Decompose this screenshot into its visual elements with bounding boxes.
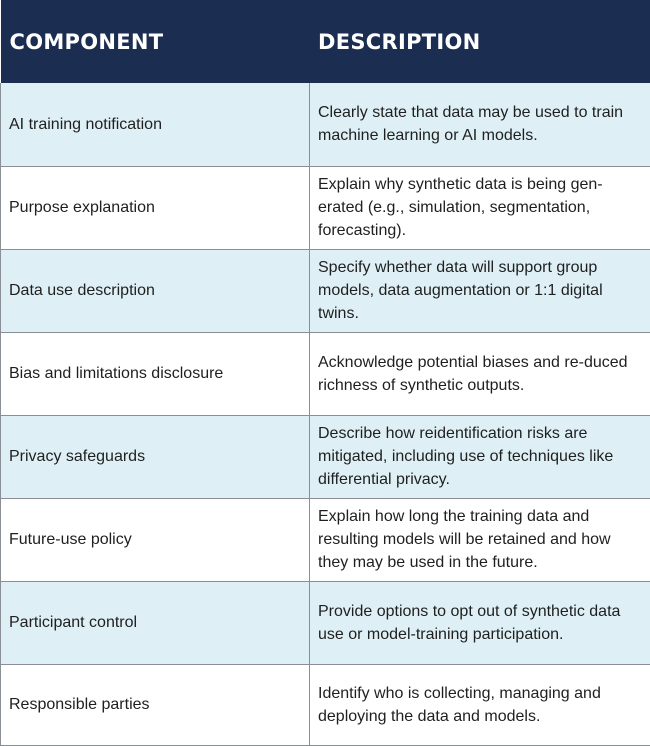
table-row	[1, 166, 650, 249]
description-cell: Specify whether data will support group models, data augmentation or 1:1 digital twins.	[310, 249, 650, 332]
column-header-description: DESCRIPTION	[310, 0, 650, 83]
table-row	[1, 498, 650, 581]
component-cell: Privacy safeguards	[1, 415, 310, 498]
description-cell: Provide options to opt out of synthetic data use or model-training participation.	[310, 581, 650, 664]
description-cell: Identify who is collecting, managing and deploying the data and models.	[310, 664, 650, 745]
description-cell: Describe how reidentification risks are mitigated, including use of techniques like differential privacy.	[310, 415, 650, 498]
component-cell: Bias and limitations disclosure	[1, 332, 310, 415]
component-cell: Participant control	[1, 581, 310, 664]
table-row	[1, 581, 650, 664]
table-header-row	[1, 0, 650, 83]
column-header-component: COMPONENT	[1, 0, 310, 83]
table-row	[1, 332, 650, 415]
description-cell: Explain how long the training data and resulting models will be retained and how they may be used in the future.	[310, 498, 650, 581]
table-row	[1, 415, 650, 498]
description-cell: Clearly state that data may be used to train machine learning or AI models.	[310, 83, 650, 166]
table-row	[1, 83, 650, 166]
component-cell: AI training notification	[1, 83, 310, 166]
table-row	[1, 249, 650, 332]
component-cell: Responsible parties	[1, 664, 310, 745]
component-cell: Data use description	[1, 249, 310, 332]
table-row	[1, 664, 650, 745]
description-cell: Explain why synthetic data is being gen-erated (e.g., simulation, segmentation, forecasting).	[310, 166, 650, 249]
component-cell: Purpose explanation	[1, 166, 310, 249]
component-cell: Future-use policy	[1, 498, 310, 581]
description-cell: Acknowledge potential biases and re-duced richness of synthetic outputs.	[310, 332, 650, 415]
